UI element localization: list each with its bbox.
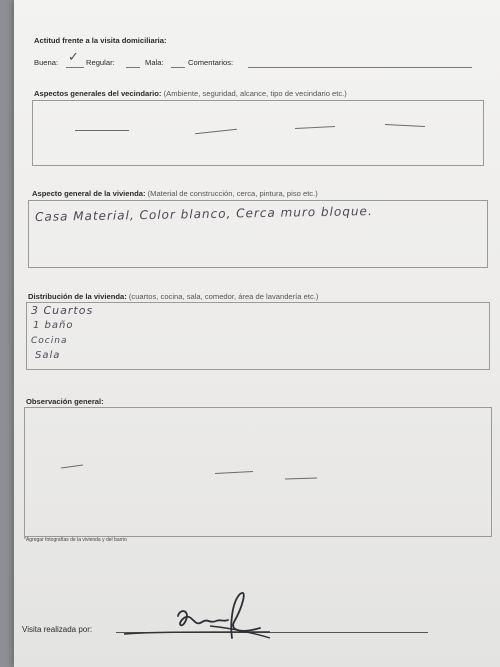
visit-label: Visita realizada por: bbox=[22, 625, 93, 634]
scribble-dash bbox=[285, 477, 317, 479]
neighborhood-box[interactable] bbox=[32, 100, 484, 166]
neighborhood-heading bbox=[34, 89, 347, 98]
scribble-dash bbox=[215, 471, 253, 474]
scribble-dash bbox=[61, 464, 83, 468]
attitude-title: Actitud frente a la visita domiciliaria: bbox=[34, 36, 167, 45]
distribution-line: 1 baño bbox=[33, 320, 74, 331]
housing-box[interactable] bbox=[28, 200, 488, 268]
signature-icon bbox=[120, 588, 280, 644]
distribution-hint: (cuartos, cocina, sala, comedor, área de lavandería etc.) bbox=[128, 292, 319, 301]
regular-blank[interactable] bbox=[126, 67, 140, 68]
distribution-heading bbox=[28, 292, 318, 301]
observation-box[interactable] bbox=[24, 407, 492, 537]
regular-label: Regular: bbox=[86, 58, 115, 67]
buena-label: Buena: bbox=[34, 58, 59, 67]
scribble-dash bbox=[195, 129, 237, 134]
distribution-line: Cocina bbox=[31, 336, 68, 346]
form-sheet bbox=[14, 0, 500, 667]
scribble-dash bbox=[75, 130, 129, 131]
neighborhood-title: Aspectos generales del vecindario: bbox=[34, 89, 162, 98]
neighborhood-hint: (Ambiente, seguridad, alcance, tipo de vecindario etc.) bbox=[163, 89, 347, 98]
housing-hint: (Material de construcción, cerca, pintura, piso etc.) bbox=[147, 189, 318, 198]
photo-footnote: *Agregar fotografías de la vivienda y del barrio bbox=[24, 537, 127, 543]
observation-title: Observación general: bbox=[26, 397, 104, 406]
distribution-box[interactable] bbox=[26, 302, 490, 370]
buena-checkmark: ✓ bbox=[68, 50, 80, 65]
comentarios-label: Comentarios: bbox=[188, 58, 234, 67]
buena-blank[interactable] bbox=[66, 67, 84, 68]
distribution-line: 3 Cuartos bbox=[31, 304, 94, 317]
scribble-dash bbox=[385, 124, 425, 127]
housing-heading bbox=[32, 189, 318, 198]
comentarios-line[interactable] bbox=[248, 67, 472, 68]
housing-title: Aspecto general de la vivienda: bbox=[32, 189, 146, 198]
housing-answer: Casa Material, Color blanco, Cerca muro bloque. bbox=[34, 204, 373, 224]
scribble-dash bbox=[295, 126, 335, 129]
distribution-line: Sala bbox=[35, 350, 61, 361]
distribution-title: Distribución de la vivienda: bbox=[28, 292, 127, 301]
mala-label: Mala: bbox=[145, 58, 164, 67]
mala-blank[interactable] bbox=[171, 67, 185, 68]
